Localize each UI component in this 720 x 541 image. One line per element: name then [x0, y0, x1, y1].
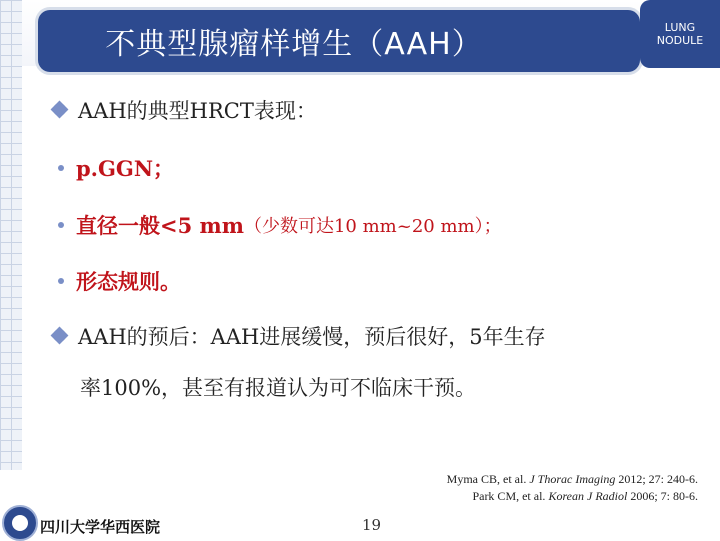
diamond-bullet-icon	[52, 328, 68, 344]
point-prognosis-line-2: 率100%，甚至有报道认为可不临床干预。	[80, 376, 477, 400]
reference-2-tail: 2006; 7: 80-6.	[627, 489, 698, 503]
dot-bullet-icon	[58, 165, 64, 171]
title-bar	[38, 10, 640, 72]
sub-bullet-pggn-text: p.GGN；	[76, 156, 175, 181]
badge-line-2: NODULE	[656, 34, 704, 47]
reference-2	[472, 489, 698, 504]
hospital-logo-icon	[2, 505, 38, 541]
diamond-bullet-icon	[52, 102, 68, 118]
diameter-main-text: 直径一般<5 mm	[76, 213, 244, 238]
sub-bullet-shape	[58, 266, 181, 296]
institution-name: 四川大学华西医院	[40, 518, 161, 536]
dot-bullet-icon	[58, 222, 64, 228]
sub-bullet-pggn	[58, 153, 174, 183]
decorative-grid-strip	[0, 0, 22, 470]
lung-nodule-badge	[640, 0, 720, 68]
point-prognosis-line-1: AAH的预后：AAH进展缓慢，预后很好，5年生存	[78, 325, 546, 349]
point-prognosis-cont	[80, 372, 476, 402]
reference-1-tail: 2012; 27: 240-6.	[615, 472, 698, 486]
point-hrct-text: AAH的典型HRCT表现：	[78, 99, 317, 123]
sub-bullet-shape-text: 形态规则。	[76, 269, 181, 294]
diameter-note-text: （少数可达10 mm~20 mm）；	[243, 216, 502, 237]
page-number: 19	[362, 516, 382, 534]
point-prognosis	[52, 321, 546, 351]
reference-2-journal: Korean J Radiol	[548, 489, 628, 503]
slide-title: 不典型腺瘤样增生（AAH）	[105, 27, 483, 62]
reference-1-authors: Myma CB, et al.	[446, 472, 530, 486]
sub-bullet-diameter	[58, 210, 502, 240]
badge-line-1: LUNG	[664, 21, 696, 34]
reference-2-authors: Park CM, et al.	[472, 489, 549, 503]
reference-1	[447, 472, 698, 487]
dot-bullet-icon	[58, 278, 64, 284]
reference-1-journal: J Thorac Imaging	[529, 472, 616, 486]
point-hrct	[52, 95, 317, 125]
